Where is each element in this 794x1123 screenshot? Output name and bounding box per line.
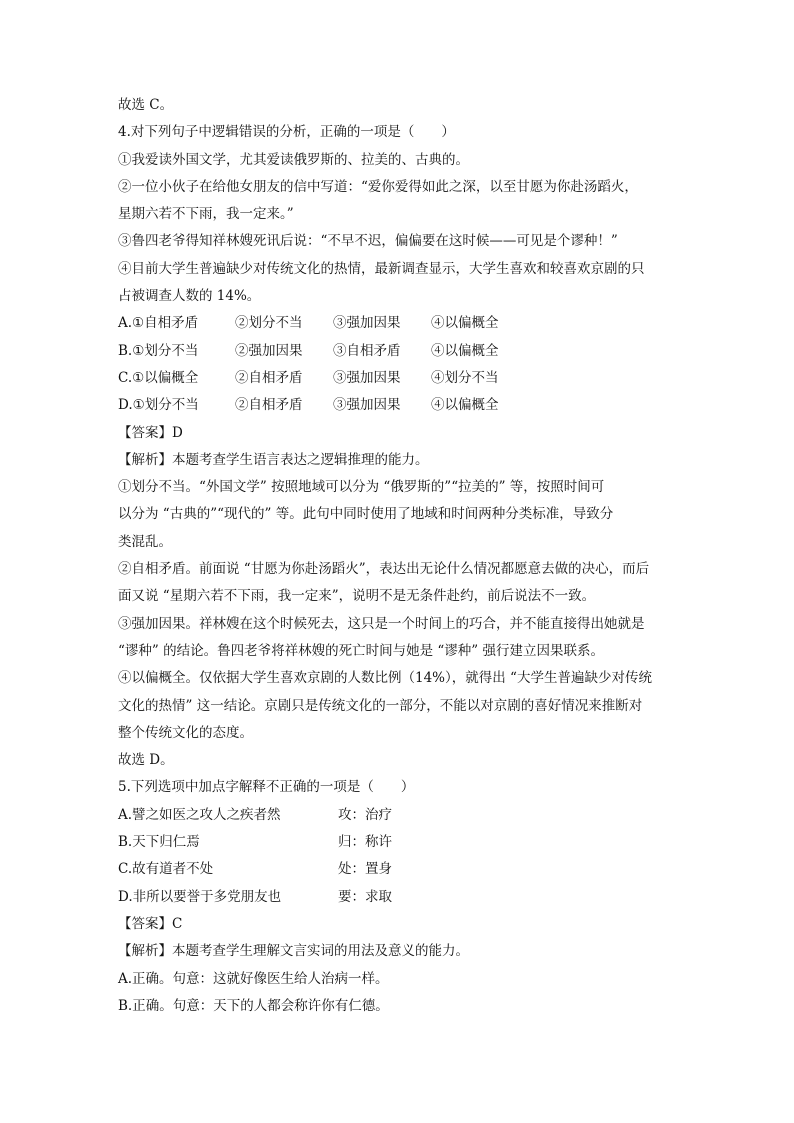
option-part: ④以偏概全 <box>431 397 499 414</box>
option-part: ④划分不当 <box>431 369 499 386</box>
analysis-line: ③强加因果。祥林嫂在这个时候死去，这只是一个时间上的巧合，并不能直接得出她就是 <box>118 615 645 632</box>
analysis-line: A.正确。句意：这就好像医生给人治病一样。 <box>118 970 389 987</box>
analysis-line: ②自相矛盾。前面说 “甘愿为你赴汤蹈火”，表达出无论什么情况都愿意去做的决心，而后 <box>118 561 650 578</box>
q4-answer: 【答案】D <box>118 424 183 441</box>
option-part: ③强加因果 <box>333 369 401 386</box>
q5-option-c <box>118 856 688 883</box>
q5-option-d <box>118 884 688 911</box>
q4-option-c <box>118 365 688 392</box>
option-part: B.①划分不当 <box>118 342 199 359</box>
text-line: ①我爱读外国文学，尤其爱读俄罗斯的、拉美的、古典的。 <box>118 151 469 168</box>
analysis-line: ④以偏概全。仅依据大学生喜欢京剧的人数比例（14%），就得出 “大学生普遍缺少对传统 <box>118 670 652 687</box>
text-line: 故选 C。 <box>118 97 174 113</box>
option-part: ③自相矛盾 <box>333 342 401 359</box>
document-page <box>118 92 688 1020</box>
text-line: 故选 D。 <box>118 752 174 769</box>
option-part: D.①划分不当 <box>118 397 199 414</box>
analysis-line: 【解析】本题考查学生理解文言实词的用法及意义的能力。 <box>118 943 469 960</box>
option-gloss: 攻：治疗 <box>338 806 392 823</box>
analysis-line: 面又说 “星期六若不下雨，我一定来”，说明不是无条件赴约，前后说法不一致。 <box>118 588 596 605</box>
option-part: ③强加因果 <box>333 397 401 414</box>
q5-answer: 【答案】C <box>118 915 183 932</box>
text-line: 星期六若不下雨，我一定来。” <box>118 206 294 223</box>
option-part: ②强加因果 <box>235 342 303 359</box>
q5-option-a <box>118 802 688 829</box>
analysis-line: B.正确。句意：天下的人都会称许你有仁德。 <box>118 997 389 1014</box>
option-gloss: 归：称许 <box>338 834 392 851</box>
option-part: ②自相矛盾 <box>235 397 303 414</box>
option-sentence: D.非所以要誉于多党朋友也 <box>118 888 282 905</box>
option-part: C.①以偏概全 <box>118 369 199 386</box>
analysis-line: 文化的热情” 这一结论。京剧只是传统文化的一部分，不能以对京剧的喜好情况来推断对 <box>118 697 643 714</box>
analysis-line: 以分为 “古典的”“现代的” 等。此句中同时使用了地域和时间两种分类标准，导致分 <box>118 506 614 523</box>
option-part: A.①自相矛盾 <box>118 315 199 332</box>
question-4-stem: 4.对下列句子中逻辑错误的分析，正确的一项是（ ） <box>118 124 455 141</box>
analysis-line: 整个传统文化的态度。 <box>118 724 253 741</box>
option-gloss: 处：置身 <box>338 861 392 878</box>
option-sentence: C.故有道者不处 <box>118 861 214 878</box>
q5-option-b <box>118 829 688 856</box>
q4-option-d <box>118 392 688 419</box>
text-line: ③鲁四老爷得知祥林嫂死讯后说：“不早不迟，偏偏要在这时候——可见是个谬种！” <box>118 233 618 250</box>
analysis-line: 类混乱。 <box>118 533 172 550</box>
option-part: ④以偏概全 <box>431 342 499 359</box>
analysis-line: 【解析】本题考查学生语言表达之逻辑推理的能力。 <box>118 451 429 468</box>
option-part: ②自相矛盾 <box>235 369 303 386</box>
q4-option-b <box>118 338 688 365</box>
text-line: 占被调查人数的 14%。 <box>118 288 261 305</box>
option-part: ④以偏概全 <box>431 315 499 332</box>
question-5-stem: 5.下列选项中加点字解释不正确的一项是（ ） <box>118 779 415 796</box>
q4-option-a <box>118 310 688 337</box>
text-line: ④目前大学生普遍缺少对传统文化的热情，最新调查显示，大学生喜欢和较喜欢京剧的只 <box>118 260 645 277</box>
analysis-line: “谬种” 的结论。鲁四老爷将祥林嫂的死亡时间与她是 “谬种” 强行建立因果联系。 <box>118 642 604 659</box>
option-gloss: 要：求取 <box>338 888 392 905</box>
option-sentence: B.天下归仁焉 <box>118 834 200 851</box>
option-part: ③强加因果 <box>333 315 401 332</box>
option-sentence: A.譬之如医之攻人之疾者然 <box>118 806 281 823</box>
text-line: ②一位小伙子在给他女朋友的信中写道：“爱你爱得如此之深，以至甘愿为你赴汤蹈火， <box>118 178 638 195</box>
option-part: ②划分不当 <box>235 315 303 332</box>
analysis-line: ①划分不当。“外国文学” 按照地域可以分为 “俄罗斯的”“拉美的” 等，按照时间可 <box>118 479 605 496</box>
